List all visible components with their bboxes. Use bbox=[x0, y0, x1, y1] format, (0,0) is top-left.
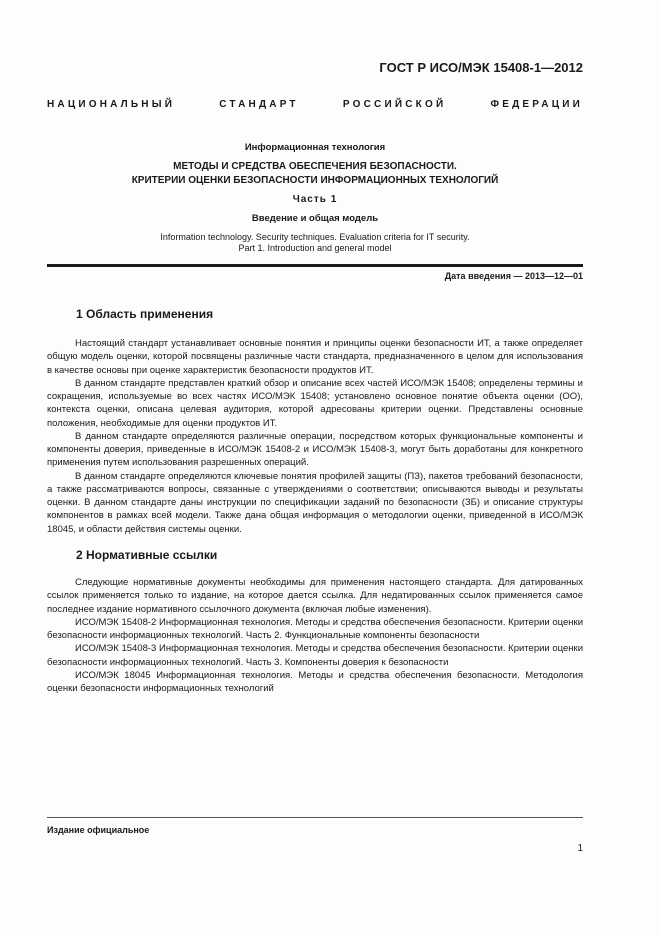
section-1-body bbox=[47, 337, 583, 536]
title-divider bbox=[47, 264, 583, 267]
reference-item: ИСО/МЭК 18045 Информационная технология. Методы и средства обеспечения безопасности. Методология оценки безопасности информационных технологий bbox=[47, 669, 583, 694]
title-block bbox=[47, 141, 583, 254]
part-label: Часть 1 bbox=[292, 194, 338, 205]
national-standard-banner: НАЦИОНАЛЬНЫЙ СТАНДАРТ РОССИЙСКОЙ ФЕДЕРАЦИИ bbox=[47, 99, 583, 110]
english-title-line-2: Part 1. Introduction and general model bbox=[238, 243, 392, 253]
section-1-heading: 1 Область применения bbox=[76, 307, 214, 321]
reference-item: ИСО/МЭК 15408-3 Информационная технология. Методы и средства обеспечения безопасности. Критерии оценки безопасности информационных технологий. Часть 3. Компоненты доверия к безопасности bbox=[47, 643, 583, 668]
paragraph: Настоящий стандарт устанавливает основные понятия и принципы оценки безопасности ИТ, а также определяет общую модель оценки, которой посвящены различные части стандарта, предназначенного в целом для использования в качестве основы при оценке характеристик безопасности продуктов ИТ. bbox=[47, 338, 583, 376]
introduction-date: Дата введения — 2013—12—01 bbox=[444, 271, 583, 281]
page-number: 1 bbox=[577, 843, 583, 854]
paragraph: В данном стандарте определяются ключевые понятия профилей защиты (ПЗ), пакетов требований безопасности, а также рассматриваются вопросы, связанные с утверждениями о соответствии; описываются выводы и результаты оценки. В данном стандарте даны инструкции по спецификации заданий по безопасности (ЗБ) и описание структуры компонентов в рамках всей модели. Также дана общая информация о методологии оценки, приведенной в ИСО/МЭК 18045, и области действия системы оценки. bbox=[47, 470, 583, 535]
section-2-body bbox=[47, 576, 583, 695]
paragraph: В данном стандарте представлен краткий обзор и описание всех частей ИСО/МЭК 15408; определены термины и сокращения, используемые во всех частях ИСО/МЭК 15408; установлено основное понятие объекта оценки (ОО), контекста оценки, описана целевая аудитория, которой адресованы критерии оценки. Представлены основные положения, необходимые для оценки продуктов ИТ. bbox=[47, 377, 583, 429]
english-title-line-1: Information technology. Security techniques. Evaluation criteria for IT security. bbox=[160, 232, 470, 242]
edition-note: Издание официальное bbox=[47, 825, 150, 835]
main-title-line-2: КРИТЕРИИ ОЦЕНКИ БЕЗОПАСНОСТИ ИНФОРМАЦИОННЫХ ТЕХНОЛОГИЙ bbox=[131, 175, 499, 186]
document-code: ГОСТ Р ИСО/МЭК 15408-1—2012 bbox=[379, 60, 583, 75]
reference-item: ИСО/МЭК 15408-2 Информационная технология. Методы и средства обеспечения безопасности. Критерии оценки безопасности информационных технологий. Часть 2. Функциональные компоненты безопасности bbox=[47, 616, 583, 641]
section-2-heading: 2 Нормативные ссылки bbox=[76, 548, 218, 562]
field-title: Информационная технология bbox=[244, 142, 386, 153]
subtitle: Введение и общая модель bbox=[251, 213, 379, 224]
footer-divider bbox=[47, 817, 583, 818]
paragraph: В данном стандарте определяются различные операции, посредством которых функциональные компоненты и компоненты доверия, приведенные в ИСО/МЭК 15408-2 и ИСО/МЭК 15408-3, могут быть доработаны для конкретного применения путем использования разрешенных операций. bbox=[47, 430, 583, 469]
main-title-line-1: МЕТОДЫ И СРЕДСТВА ОБЕСПЕЧЕНИЯ БЕЗОПАСНОСТИ. bbox=[173, 161, 457, 172]
paragraph: Следующие нормативные документы необходимы для применения настоящего стандарта. Для датированных ссылок применяется только то издание, на которое дается ссылка. Для недатированных ссылок применяется самое последнее издание нормативного ссылочного документа (включая любые изменения). bbox=[47, 577, 583, 615]
